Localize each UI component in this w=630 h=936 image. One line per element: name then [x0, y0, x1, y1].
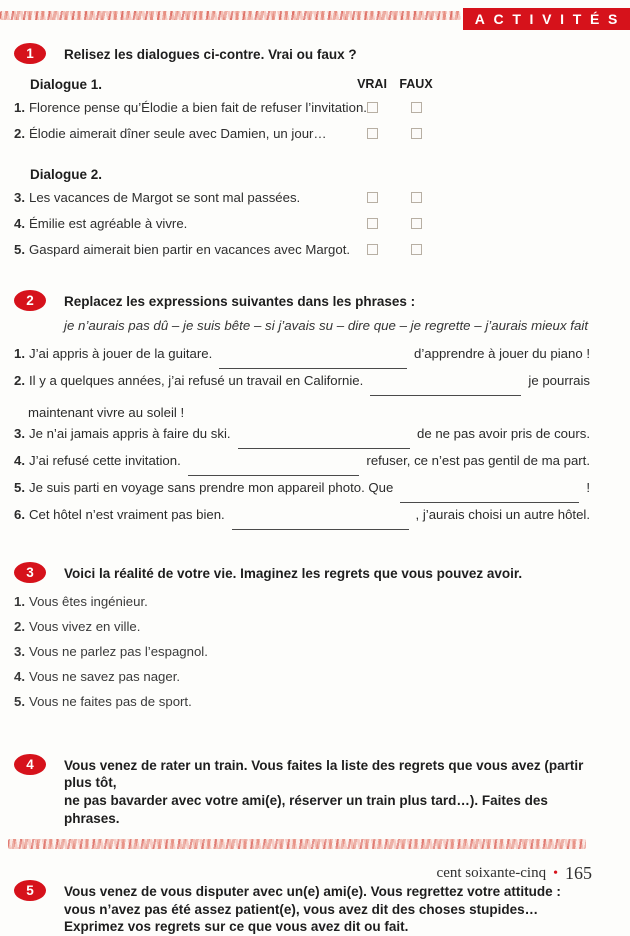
table-row: [14, 210, 438, 236]
statement-text: Émilie est agréable à vivre.: [29, 215, 188, 231]
statement-text: Vous vivez en ville.: [29, 618, 141, 634]
fill-in-item: [14, 373, 590, 400]
list-item: [14, 639, 590, 664]
statement-text: Élodie aimerait dîner seule avec Damien, un jour…: [29, 125, 327, 141]
answer-blank[interactable]: [400, 476, 579, 503]
expressions-word-bank: je n’aurais pas dû – je suis bête – si j’avais su – dire que – je regrette – j’aurais mieux fait: [64, 318, 589, 333]
answer-blank[interactable]: [370, 369, 521, 396]
list-item: [14, 664, 590, 689]
checkbox-faux[interactable]: [411, 192, 422, 203]
statement-text: Vous ne savez pas nager.: [29, 668, 181, 684]
checkbox-faux[interactable]: [411, 128, 422, 139]
answer-blank[interactable]: [188, 449, 360, 476]
answer-blank[interactable]: [232, 503, 409, 530]
checkbox-faux[interactable]: [411, 218, 422, 229]
exercise2-header: [14, 290, 590, 311]
exercise1-header: [14, 43, 590, 64]
sentence-before-blank: Il y a quelques années, j’ai refusé un travail en Californie.: [29, 372, 364, 388]
item-number: 3.: [14, 643, 25, 659]
fill-in-list: [14, 346, 590, 534]
column-header-faux: FAUX: [399, 77, 433, 91]
item-number: 4.: [14, 452, 25, 468]
table-row: [14, 94, 438, 120]
item-number: 3.: [14, 189, 25, 205]
exercise5-instruction: [64, 880, 561, 936]
sentence-before-blank: J’ai appris à jouer de la guitare.: [29, 345, 213, 361]
list-item: [14, 614, 590, 639]
table-row: [14, 236, 438, 262]
exercise2-instruction: Replacez les expressions suivantes dans les phrases :: [64, 294, 416, 309]
exercise2-number-badge: 2: [14, 290, 46, 311]
checkbox-vrai[interactable]: [367, 128, 378, 139]
checkbox-vrai[interactable]: [367, 192, 378, 203]
statement-text: Florence pense qu’Élodie a bien fait de refuser l’invitation.: [29, 99, 367, 115]
sentence-after-blank: d’apprendre à jouer du piano !: [414, 345, 590, 361]
sentence-before-blank: Je suis parti en voyage sans prendre mon appareil photo. Que: [29, 479, 394, 495]
bullet-icon: •: [553, 865, 558, 881]
column-header-vrai: VRAI: [357, 77, 387, 91]
checkbox-vrai[interactable]: [367, 218, 378, 229]
table-row: [14, 184, 438, 210]
statement-text: Les vacances de Margot se sont mal passées.: [29, 189, 301, 205]
exercise1-number-badge: 1: [14, 43, 46, 64]
worksheet-page: [0, 43, 630, 936]
dialogue2-label: Dialogue 2.: [30, 166, 103, 182]
fill-in-item: [14, 507, 590, 534]
red-texture-strip: [8, 839, 586, 849]
sentence-after-blank: !: [586, 479, 590, 495]
item-number: 4.: [14, 215, 25, 231]
statement-text: Vous ne faites pas de sport.: [29, 693, 192, 709]
exercise3-header: [14, 562, 590, 583]
checkbox-faux[interactable]: [411, 102, 422, 113]
dialogue1-label: Dialogue 1.: [30, 76, 103, 92]
sentence-after-blank: je pourrais: [528, 372, 590, 388]
statement-list: [14, 589, 590, 714]
item-number: 5.: [14, 479, 25, 495]
exercise3-number-badge: 3: [14, 562, 46, 583]
item-number: 1.: [14, 345, 25, 361]
activities-banner: ACTIVITÉS: [463, 8, 630, 30]
page-number-words: cent soixante-cinq: [436, 865, 547, 881]
item-number: 6.: [14, 506, 25, 522]
checkbox-vrai[interactable]: [367, 244, 378, 255]
item-number: 2.: [14, 372, 25, 388]
exercise5-number-badge: 5: [14, 880, 46, 901]
item-number: 5.: [14, 241, 25, 257]
instruction-line: Vous venez de vous disputer avec un(e) ami(e). Vous regrettez votre attitude :: [64, 883, 561, 899]
exercise5-header: [14, 880, 590, 936]
list-item: [14, 589, 590, 614]
list-item: [14, 689, 590, 714]
red-texture-strip: [0, 11, 461, 20]
item-number: 1.: [14, 99, 25, 115]
item-number: 2.: [14, 125, 25, 141]
item-number: 5.: [14, 693, 25, 709]
sentence-before-blank: J’ai refusé cette invitation.: [29, 452, 181, 468]
exercise4-header: [14, 754, 590, 828]
item-number: 4.: [14, 668, 25, 684]
sentence-after-blank: refuser, ce n’est pas gentil de ma part.: [366, 452, 590, 468]
exercise4-instruction: [64, 754, 590, 828]
page-number: 165: [565, 863, 592, 883]
sentence-continuation: maintenant vivre au soleil !: [28, 405, 185, 421]
statement-text: Vous ne parlez pas l’espagnol.: [29, 643, 208, 659]
table-row: [14, 120, 438, 146]
checkbox-faux[interactable]: [411, 244, 422, 255]
item-number: 1.: [14, 593, 25, 609]
page-footer: [437, 863, 592, 884]
sentence-before-blank: Je n’ai jamais appris à faire du ski.: [29, 425, 231, 441]
bottom-decorative-band: [8, 839, 586, 849]
statement-text: Vous êtes ingénieur.: [29, 593, 148, 609]
sentence-before-blank: Cet hôtel n’est vraiment pas bien.: [29, 506, 225, 522]
instruction-line: Exprimez vos regrets sur ce que vous avez dit ou fait.: [64, 919, 409, 935]
sentence-after-blank: , j’aurais choisi un autre hôtel.: [415, 506, 590, 522]
exercise1-instruction: Relisez les dialogues ci-contre. Vrai ou faux ?: [64, 47, 357, 62]
table-subheader-row: [14, 164, 438, 184]
answer-blank[interactable]: [219, 342, 407, 369]
top-decorative-band: [0, 8, 630, 30]
sentence-after-blank: de ne pas avoir pris de cours.: [417, 425, 590, 441]
true-false-table: [14, 74, 438, 262]
table-header-row: [14, 74, 438, 94]
item-number: 2.: [14, 618, 25, 634]
exercise3-instruction: Voici la réalité de votre vie. Imaginez les regrets que vous pouvez avoir.: [64, 565, 523, 581]
item-number: 3.: [14, 425, 25, 441]
instruction-line: vous n’avez pas été assez patient(e), vous avez dit des choses stupides…: [64, 901, 539, 917]
exercise4-number-badge: 4: [14, 754, 46, 775]
instruction-line: Vous venez de rater un train. Vous faites la liste des regrets que vous avez (partir plus tôt,: [64, 757, 584, 791]
statement-text: Gaspard aimerait bien partir en vacances avec Margot.: [29, 241, 351, 257]
instruction-line: ne pas bavarder avec votre ami(e), réserver un train plus tard…). Faites des phrases.: [64, 793, 548, 827]
checkbox-vrai[interactable]: [367, 102, 378, 113]
answer-blank[interactable]: [238, 422, 410, 449]
